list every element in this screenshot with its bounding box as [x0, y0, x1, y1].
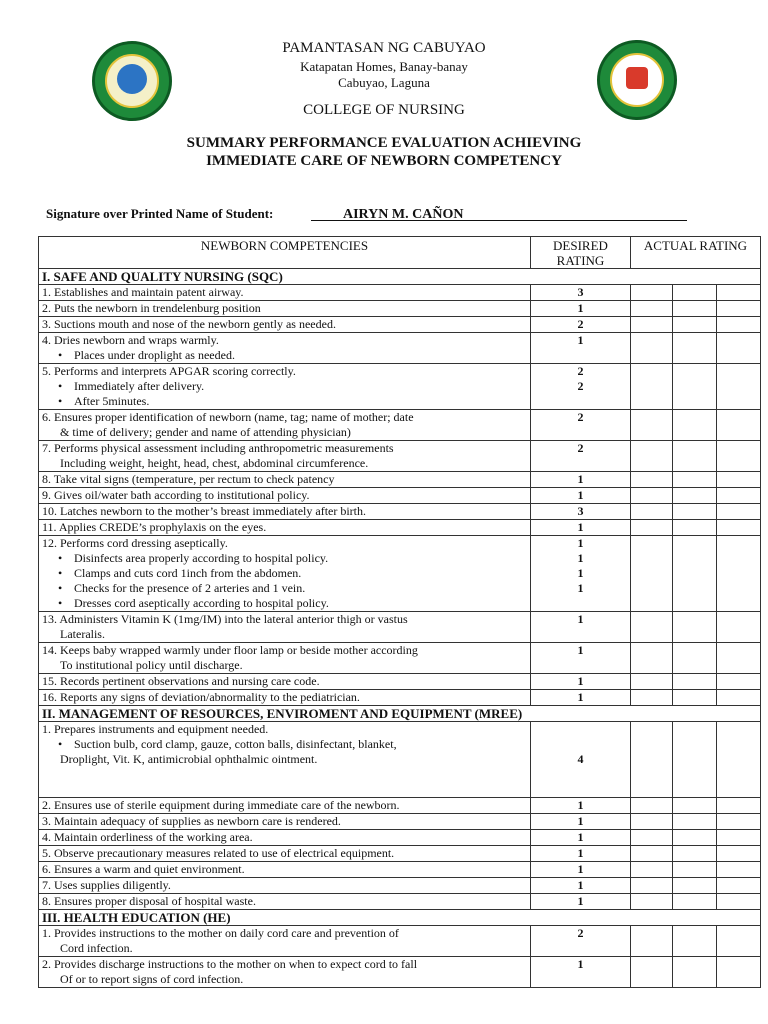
actual-rating-cell	[717, 364, 761, 410]
table-row	[39, 643, 761, 674]
table-row	[39, 830, 761, 846]
desired-rating-cell	[531, 317, 631, 333]
desired-rating-cell	[531, 722, 631, 798]
competency-text: 14. Keeps baby wrapped warmly under floor lamp or beside mother according	[42, 643, 418, 657]
actual-rating-cell	[717, 488, 761, 504]
desired-rating-value: 1	[577, 536, 584, 550]
competency-cell	[39, 612, 531, 643]
desired-rating-cell	[531, 285, 631, 301]
actual-rating-cell	[673, 441, 717, 472]
actual-rating-cell	[717, 536, 761, 612]
actual-rating-cell	[673, 846, 717, 862]
desired-rating-cell	[531, 957, 631, 988]
actual-rating-cell	[717, 690, 761, 706]
desired-rating-cell	[531, 333, 631, 364]
actual-rating-cell	[717, 612, 761, 643]
actual-rating-cell	[631, 612, 673, 643]
actual-rating-cell	[717, 317, 761, 333]
competency-text-continued: To institutional policy until discharge.	[60, 658, 243, 672]
competency-text: 7. Performs physical assessment including anthropometric measurements	[42, 441, 394, 455]
table-row	[39, 441, 761, 472]
competency-cell	[39, 798, 531, 814]
table-row	[39, 364, 761, 410]
desired-rating-value: 1	[577, 472, 584, 486]
university-name: PAMANTASAN NG CABUYAO	[282, 40, 486, 56]
address-line-2: Cabuyao, Laguna	[338, 75, 430, 90]
actual-rating-cell	[717, 333, 761, 364]
table-row	[39, 878, 761, 894]
actual-rating-column-header: ACTUAL RATING	[631, 237, 761, 269]
college-name: COLLEGE OF NURSING	[303, 102, 465, 118]
section-row	[39, 910, 761, 926]
table-row	[39, 674, 761, 690]
actual-rating-cell	[717, 472, 761, 488]
desired-rating-value: 1	[577, 566, 584, 580]
competency-cell	[39, 643, 531, 674]
desired-rating-value: 1	[577, 581, 584, 595]
actual-rating-cell	[631, 722, 673, 798]
desired-rating-cell	[531, 926, 631, 957]
table-row	[39, 285, 761, 301]
competency-text: 4. Maintain orderliness of the working area.	[42, 830, 253, 844]
actual-rating-cell	[631, 798, 673, 814]
actual-rating-cell	[631, 690, 673, 706]
competency-text: 11. Applies CREDE’s prophylaxis on the eyes.	[42, 520, 267, 534]
table-row	[39, 301, 761, 317]
section-title: II. MANAGEMENT OF RESOURCES, ENVIROMENT AND EQUIPMENT (MREE)	[39, 706, 761, 722]
actual-rating-cell	[717, 894, 761, 910]
actual-rating-cell	[717, 957, 761, 988]
actual-rating-cell	[631, 814, 673, 830]
desired-rating-value: 1	[577, 846, 584, 860]
desired-rating-cell	[531, 830, 631, 846]
desired-rating-value: 2	[577, 441, 584, 455]
actual-rating-cell	[673, 830, 717, 846]
competency-cell	[39, 520, 531, 536]
competency-cell	[39, 957, 531, 988]
desired-rating-value: 1	[577, 674, 584, 688]
competency-sub-item: • After 5minutes.	[42, 394, 527, 409]
competency-text: 10. Latches newborn to the mother’s breast immediately after birth.	[42, 504, 367, 518]
desired-rating-value: 1	[577, 488, 584, 502]
actual-rating-cell	[717, 504, 761, 520]
desired-rating-value: 1	[577, 612, 584, 626]
competency-cell	[39, 878, 531, 894]
desired-rating-cell	[531, 536, 631, 612]
signature-label: Signature over Printed Name of Student:	[46, 206, 274, 221]
actual-rating-cell	[631, 364, 673, 410]
table-row	[39, 333, 761, 364]
actual-rating-cell	[673, 410, 717, 441]
competency-text: 8. Take vital signs (temperature, per rectum to check patency	[42, 472, 335, 486]
table-row	[39, 612, 761, 643]
competency-cell	[39, 862, 531, 878]
competency-sub-item: • Disinfects area properly according to hospital policy.	[42, 551, 527, 566]
actual-rating-cell	[631, 536, 673, 612]
actual-rating-cell	[717, 814, 761, 830]
actual-rating-cell	[673, 862, 717, 878]
competency-text: 1. Provides instructions to the mother on daily cord care and prevention of	[42, 926, 399, 940]
competency-text-continued: & time of delivery; gender and name of attending physician)	[60, 425, 351, 439]
desired-rating-cell	[531, 643, 631, 674]
student-name: AIRYN M. CAÑON	[311, 207, 687, 221]
competency-text: 12. Performs cord dressing aseptically.	[42, 536, 228, 550]
actual-rating-cell	[673, 878, 717, 894]
actual-rating-cell	[717, 722, 761, 798]
actual-rating-cell	[717, 441, 761, 472]
actual-rating-cell	[717, 520, 761, 536]
desired-rating-value: 1	[577, 878, 584, 892]
desired-rating-cell	[531, 441, 631, 472]
desired-rating-column-header: DESIRED RATING	[531, 237, 631, 269]
section-title: III. HEALTH EDUCATION (HE)	[39, 910, 761, 926]
section-row	[39, 269, 761, 285]
competency-sub-item: • Dresses cord aseptically according to hospital policy.	[42, 596, 527, 611]
competency-text: 13. Administers Vitamin K (1mg/IM) into the lateral anterior thigh or vastus	[42, 612, 408, 626]
competency-sub-item: • Immediately after delivery.	[42, 379, 527, 394]
actual-rating-cell	[717, 410, 761, 441]
actual-rating-cell	[673, 814, 717, 830]
competency-text: 6. Ensures a warm and quiet environment.	[42, 862, 245, 876]
actual-rating-cell	[631, 504, 673, 520]
table-row	[39, 504, 761, 520]
actual-rating-cell	[631, 957, 673, 988]
actual-rating-cell	[673, 643, 717, 674]
desired-rating-value: 1	[577, 862, 584, 876]
actual-rating-cell	[673, 285, 717, 301]
table-row	[39, 862, 761, 878]
actual-rating-cell	[631, 441, 673, 472]
table-row	[39, 846, 761, 862]
actual-rating-cell	[631, 488, 673, 504]
desired-rating-cell	[531, 472, 631, 488]
actual-rating-cell	[717, 643, 761, 674]
table-row	[39, 317, 761, 333]
actual-rating-cell	[631, 894, 673, 910]
competency-cell	[39, 674, 531, 690]
competency-cell	[39, 441, 531, 472]
desired-rating-cell	[531, 364, 631, 410]
desired-rating-cell	[531, 814, 631, 830]
actual-rating-cell	[673, 798, 717, 814]
table-row	[39, 957, 761, 988]
table-row	[39, 536, 761, 612]
desired-rating-value: 1	[577, 830, 584, 844]
desired-rating-cell	[531, 504, 631, 520]
competency-text: 3. Suctions mouth and nose of the newborn gently as needed.	[42, 317, 336, 331]
competency-text: 3. Maintain adequacy of supplies as newborn care is rendered.	[42, 814, 341, 828]
competency-cell	[39, 926, 531, 957]
desired-rating-value: 2	[577, 364, 584, 378]
actual-rating-cell	[631, 830, 673, 846]
address-line-1: Katapatan Homes, Banay-banay	[300, 59, 468, 74]
competency-text: 1. Establishes and maintain patent airway.	[42, 285, 244, 299]
competency-text: 1. Prepares instruments and equipment needed.	[42, 722, 269, 736]
actual-rating-cell	[673, 612, 717, 643]
table-row	[39, 926, 761, 957]
competency-text: 2. Ensures use of sterile equipment during immediate care of the newborn.	[42, 798, 400, 812]
section-row	[39, 706, 761, 722]
table-row	[39, 814, 761, 830]
desired-rating-value: 3	[577, 285, 584, 299]
actual-rating-cell	[673, 926, 717, 957]
competency-cell	[39, 333, 531, 364]
competencies-column-header: NEWBORN COMPETENCIES	[39, 237, 531, 269]
competency-cell	[39, 830, 531, 846]
competency-text: 2. Provides discharge instructions to the mother on when to expect cord to fall	[42, 957, 418, 971]
actual-rating-cell	[673, 674, 717, 690]
competency-text-continued: Lateralis.	[60, 627, 105, 641]
actual-rating-cell	[631, 674, 673, 690]
desired-rating-cell	[531, 301, 631, 317]
desired-rating-value: 4	[577, 752, 584, 766]
competency-cell	[39, 690, 531, 706]
document-title-line-2: IMMEDIATE CARE OF NEWBORN COMPETENCY	[206, 153, 562, 169]
desired-rating-cell	[531, 690, 631, 706]
competency-text: 15. Records pertinent observations and nursing care code.	[42, 674, 320, 688]
competency-sub-item: • Clamps and cuts cord 1inch from the abdomen.	[42, 566, 527, 581]
competency-cell	[39, 488, 531, 504]
competency-cell	[39, 814, 531, 830]
competency-sub-item-continued: Droplight, Vit. K, antimicrobial ophthalmic ointment.	[60, 752, 318, 766]
competency-cell	[39, 285, 531, 301]
actual-rating-cell	[631, 285, 673, 301]
actual-rating-cell	[631, 333, 673, 364]
competency-cell	[39, 317, 531, 333]
competency-text: 6. Ensures proper identification of newborn (name, tag; name of mother; date	[42, 410, 414, 424]
desired-rating-cell	[531, 846, 631, 862]
competency-cell	[39, 472, 531, 488]
table-row	[39, 488, 761, 504]
desired-rating-value: 2	[577, 926, 584, 940]
actual-rating-cell	[631, 878, 673, 894]
competency-cell	[39, 410, 531, 441]
actual-rating-cell	[673, 488, 717, 504]
table-body	[39, 269, 761, 988]
actual-rating-cell	[673, 472, 717, 488]
competency-cell	[39, 504, 531, 520]
actual-rating-cell	[631, 846, 673, 862]
competency-cell	[39, 301, 531, 317]
desired-rating-value: 2	[577, 379, 584, 393]
table-row	[39, 410, 761, 441]
table-header-row	[39, 237, 761, 269]
desired-rating-cell	[531, 862, 631, 878]
competency-sub-item: • Checks for the presence of 2 arteries and 1 vein.	[42, 581, 527, 596]
actual-rating-cell	[673, 722, 717, 798]
competency-sub-item: • Places under droplight as needed.	[42, 348, 527, 363]
competency-text: 2. Puts the newborn in trendelenburg position	[42, 301, 261, 315]
actual-rating-cell	[717, 674, 761, 690]
table-row	[39, 798, 761, 814]
desired-rating-value: 2	[577, 317, 584, 331]
actual-rating-cell	[673, 894, 717, 910]
actual-rating-cell	[631, 926, 673, 957]
table-row	[39, 894, 761, 910]
desired-rating-cell	[531, 410, 631, 441]
competency-cell	[39, 364, 531, 410]
competency-text: 4. Dries newborn and wraps warmly.	[42, 333, 219, 347]
competency-text: 5. Observe precautionary measures related to use of electrical equipment.	[42, 846, 395, 860]
actual-rating-cell	[673, 536, 717, 612]
actual-rating-cell	[717, 862, 761, 878]
competency-cell	[39, 722, 531, 798]
actual-rating-cell	[673, 690, 717, 706]
actual-rating-cell	[631, 862, 673, 878]
desired-rating-value: 1	[577, 798, 584, 812]
actual-rating-cell	[673, 520, 717, 536]
desired-rating-value: 1	[577, 333, 584, 347]
desired-rating-value: 3	[577, 504, 584, 518]
actual-rating-cell	[717, 926, 761, 957]
competency-cell	[39, 536, 531, 612]
actual-rating-cell	[717, 798, 761, 814]
desired-rating-cell	[531, 894, 631, 910]
competency-cell	[39, 894, 531, 910]
competency-text: 16. Reports any signs of deviation/abnormality to the pediatrician.	[42, 690, 360, 704]
table-row	[39, 722, 761, 798]
actual-rating-cell	[673, 301, 717, 317]
competency-cell	[39, 846, 531, 862]
actual-rating-cell	[673, 364, 717, 410]
desired-rating-value: 2	[577, 410, 584, 424]
desired-rating-cell	[531, 612, 631, 643]
actual-rating-cell	[631, 301, 673, 317]
spacer	[42, 767, 527, 797]
section-title: I. SAFE AND QUALITY NURSING (SQC)	[39, 269, 761, 285]
competency-text-continued: Cord infection.	[60, 941, 133, 955]
desired-rating-value: 1	[577, 301, 584, 315]
desired-rating-cell	[531, 520, 631, 536]
desired-rating-value: 1	[577, 814, 584, 828]
table-row	[39, 472, 761, 488]
competency-text-continued: Including weight, height, head, chest, abdominal circumference.	[60, 456, 369, 470]
desired-rating-value: 1	[577, 551, 584, 565]
actual-rating-cell	[631, 472, 673, 488]
desired-rating-cell	[531, 674, 631, 690]
actual-rating-cell	[631, 520, 673, 536]
actual-rating-cell	[717, 285, 761, 301]
desired-rating-cell	[531, 798, 631, 814]
desired-rating-cell	[531, 488, 631, 504]
actual-rating-cell	[673, 957, 717, 988]
desired-rating-value: 1	[577, 643, 584, 657]
actual-rating-cell	[673, 504, 717, 520]
competency-text: 7. Uses supplies diligently.	[42, 878, 171, 892]
table-row	[39, 690, 761, 706]
desired-rating-value: 1	[577, 957, 584, 971]
actual-rating-cell	[717, 846, 761, 862]
competency-text: 8. Ensures proper disposal of hospital waste.	[42, 894, 256, 908]
actual-rating-cell	[631, 643, 673, 674]
evaluation-table	[38, 236, 761, 988]
competency-text: 9. Gives oil/water bath according to institutional policy.	[42, 488, 310, 502]
competency-text: 5. Performs and interprets APGAR scoring correctly.	[42, 364, 296, 378]
desired-rating-value: 1	[577, 520, 584, 534]
actual-rating-cell	[717, 301, 761, 317]
actual-rating-cell	[717, 830, 761, 846]
desired-rating-cell	[531, 878, 631, 894]
actual-rating-cell	[631, 410, 673, 441]
competency-sub-item: • Suction bulb, cord clamp, gauze, cotton balls, disinfectant, blanket,	[42, 737, 527, 752]
actual-rating-cell	[673, 317, 717, 333]
actual-rating-cell	[717, 878, 761, 894]
actual-rating-cell	[631, 317, 673, 333]
actual-rating-cell	[673, 333, 717, 364]
competency-text-continued: Of or to report signs of cord infection.	[60, 972, 244, 986]
table-row	[39, 520, 761, 536]
document-title-line-1: SUMMARY PERFORMANCE EVALUATION ACHIEVING	[186, 135, 582, 151]
desired-rating-value: 1	[577, 894, 584, 908]
desired-rating-value: 1	[577, 690, 584, 704]
